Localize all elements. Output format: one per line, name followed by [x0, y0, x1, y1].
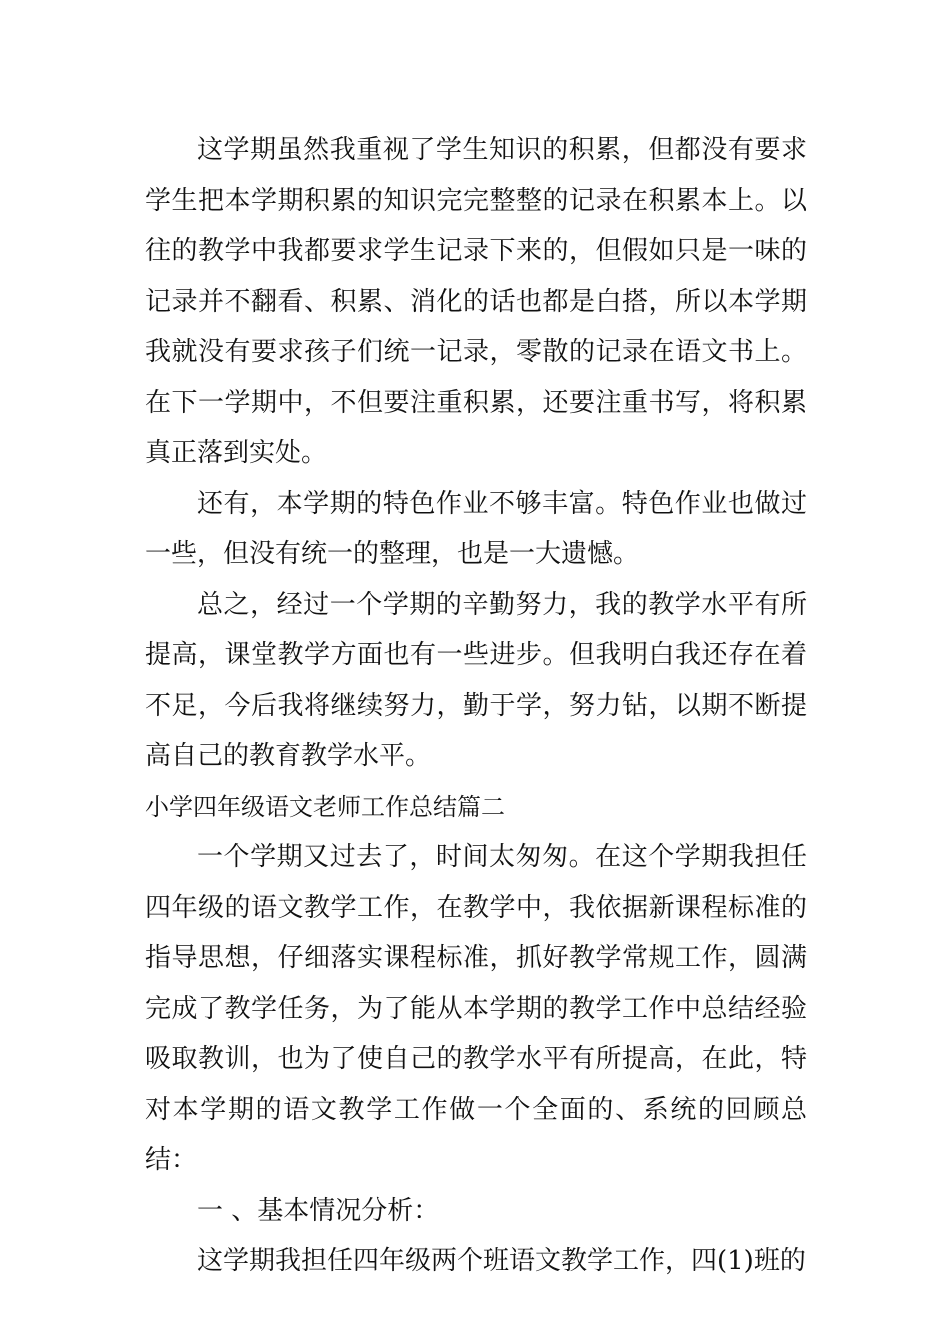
- paragraph-intro: 一个学期又过去了，时间太匆匆。在这个学期我担任四年级的语文教学工作，在教学中，我依据新课程标准的指导思想，仔细落实课程标准，抓好教学常规工作，圆满完成了教学任务，为了能从本学期的教学工作中总结经验吸取教训，也为了使自己的教学水平有所提高，在此，特对本学期的语文教学工作做一个全面的、系统的回顾总结：: [145, 842, 807, 1175]
- document-page: [145, 125, 807, 1287]
- subheading-basic-analysis: 一 、基本情况分析：: [197, 1195, 440, 1226]
- paragraph-homework: 还有，本学期的特色作业不够丰富。特色作业也做过一些，但没有统一的整理，也是一大遗憾。: [145, 488, 807, 569]
- section-title: 小学四年级语文老师工作总结篇二: [145, 792, 505, 821]
- paragraph-accumulation: 这学期虽然我重视了学生知识的积累，但都没有要求学生把本学期积累的知识完完整整的记录在积累本上。以往的教学中我都要求学生记录下来的，但假如只是一味的记录并不翻看、积累、消化的话也都是白搭，所以本学期我就没有要求孩子们统一记录，零散的记录在语文书上。在下一学期中，不但要注重积累，还要注重书写，将积累真正落到实处。: [145, 135, 807, 468]
- paragraph-class-info: 这学期我担任四年级两个班语文教学工作，四(1)班的: [197, 1246, 806, 1276]
- paragraph-conclusion: 总之，经过一个学期的辛勤努力，我的教学水平有所提高，课堂教学方面也有一些进步。但我明白我还存在着不足，今后我将继续努力，勤于学，努力钻，以期不断提高自己的教育教学水平。: [145, 589, 807, 771]
